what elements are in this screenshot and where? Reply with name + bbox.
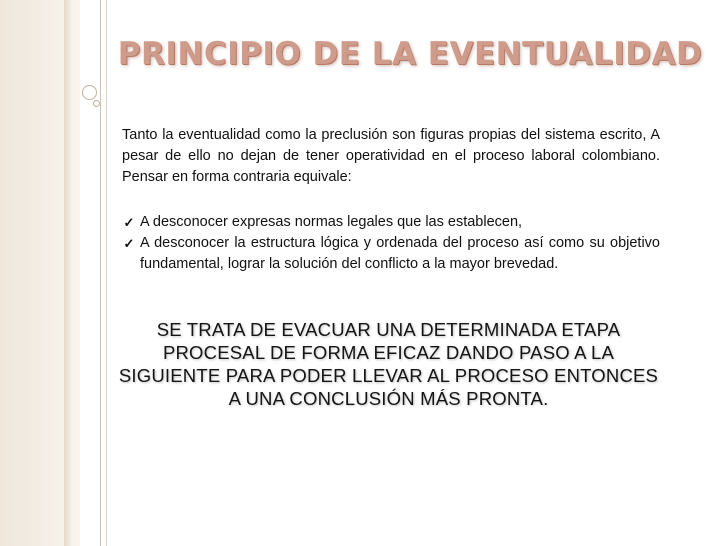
callout-statement: SE TRATA DE EVACUAR UNA DETERMINADA ETAPA PROCESAL DE FORMA EFICAZ DANDO PASO A LA SIGUIENTE PARA PODER LLEVAR AL PROCESO ENTONCES A UNA CONCLUSIÓN MÁS PRONTA.: [118, 319, 659, 409]
intro-paragraph: Tanto la eventualidad como la preclusión son figuras propias del sistema escrito, A pesar de ello no dejan de tener operatividad en el proceso laboral colombiano. Pensar en forma contraria equivale:: [122, 127, 660, 185]
checkmark-icon: ✓: [123, 236, 135, 251]
list-item-text: A desconocer la estructura lógica y ordenada del proceso así como su objetivo fundamental, lograr la solución del conflicto a la mayor brevedad.: [140, 235, 660, 272]
decorative-circle-large: [82, 85, 97, 100]
decorative-vertical-line: [100, 0, 101, 546]
slide-title: PRINCIPIO DE LA EVENTUALIDAD: [117, 36, 703, 72]
list-item-text: A desconocer expresas normas legales que las establecen,: [140, 214, 523, 230]
decorative-vertical-line-inner: [106, 0, 107, 546]
checkmark-icon: ✓: [123, 215, 135, 230]
decorative-stripe: [64, 0, 71, 546]
list-item: [122, 233, 660, 275]
bullet-list: [122, 212, 660, 275]
decorative-side-panel: [0, 0, 80, 546]
list-item: [122, 212, 660, 233]
decorative-circle-small: [93, 100, 100, 107]
